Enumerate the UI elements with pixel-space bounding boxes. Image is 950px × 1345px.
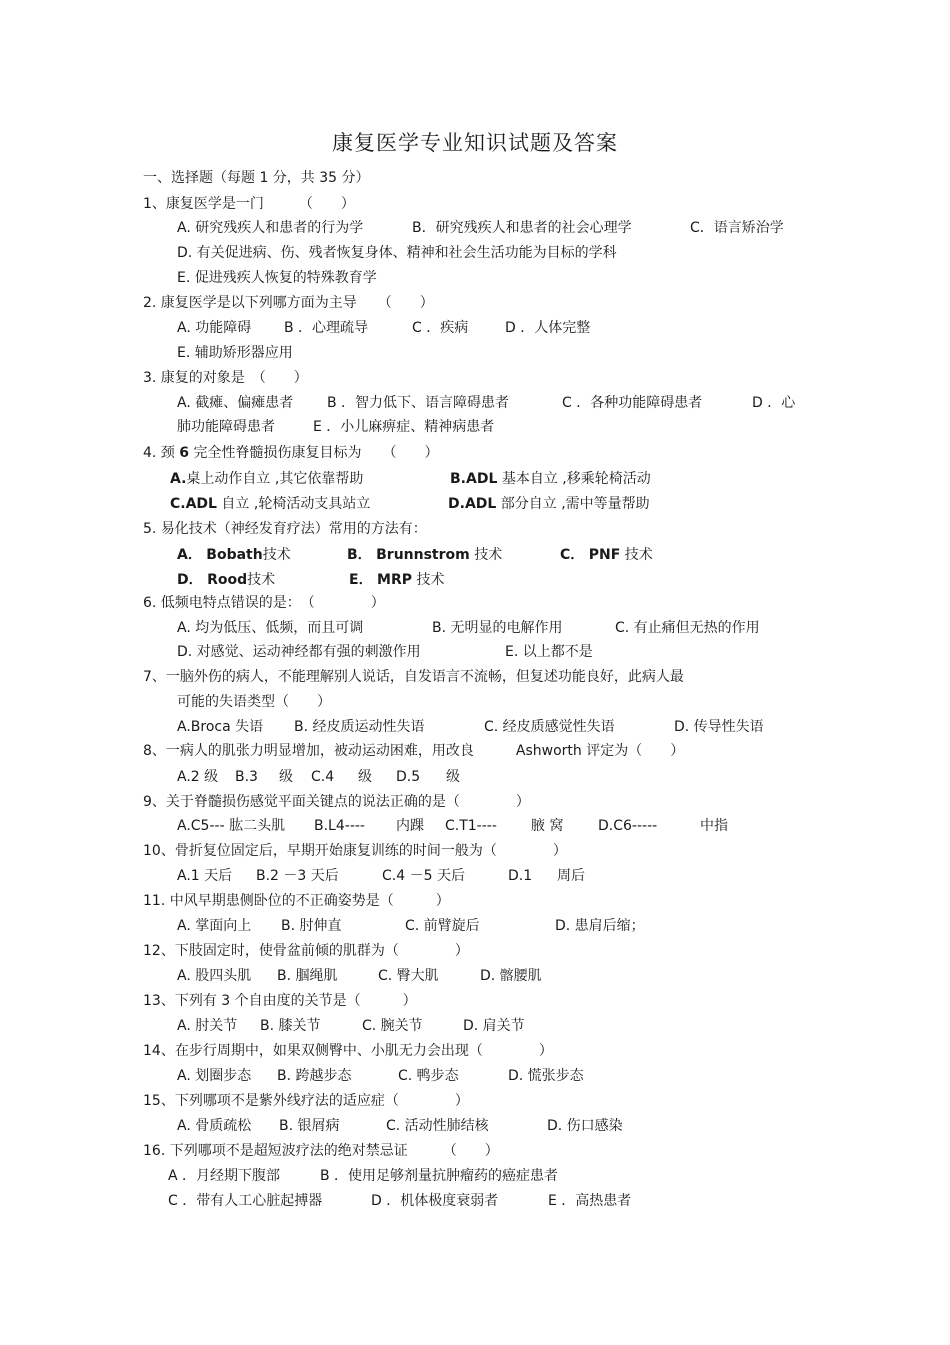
option: D. 患肩后缩； [555,918,645,934]
option: D. 有关促进病、伤、残者恢复身体、精神和社会生活功能为目标的学科 [177,245,617,261]
option: A.桌上动作自立 ,其它依靠帮助 [170,471,364,487]
option: C. 经皮质感觉性失语 [484,719,615,735]
option: A. 掌面向上 [177,918,252,934]
option: E． MRP 技术 [349,572,445,588]
option: E. 以上都不是 [505,644,593,660]
option: C.ADL 自立 ,轮椅活动支具站立 [170,496,371,512]
option: D ．心 [752,395,796,411]
option: B. 无明显的电解作用 [432,620,563,636]
option: D.5 [396,769,421,785]
question-stem: 6. 低频电特点错误的是： （ ） [143,595,385,611]
page-title: 康复医学专业知识试题及答案 [332,131,618,155]
section-heading: 一、选择题（每题 1 分，共 35 分） [143,170,370,186]
option: B． Brunnstrom 技术 [347,547,503,563]
option: B．研究残疾人和患者的社会心理学 [412,220,632,236]
option: A.2 级 [177,769,219,785]
question-stem: 16. 下列哪项不是超短波疗法的绝对禁忌证 （ ） [143,1143,499,1159]
question-stem: 9、关于脊髓损伤感觉平面关键点的说法正确的是（ ） [143,794,530,810]
option: B.ADL 基本自立 ,移乘轮椅活动 [450,471,651,487]
option: A. 研究残疾人和患者的行为学 [177,220,364,236]
option: B. 肘伸直 [281,918,342,934]
option: D ．机体极度衰弱者 [371,1193,499,1209]
option: D. 髂腰肌 [480,968,542,984]
option: D ．人体完整 [505,320,591,336]
option: D. 慌张步态 [508,1068,584,1084]
question-stem: 10、骨折复位固定后，早期开始康复训练的时间一般为（ ） [143,843,567,859]
option: D． Rood技术 [177,572,276,588]
option: A. 功能障碍 [177,320,252,336]
option: B.3 [235,769,258,785]
option: 内踝 [396,818,424,834]
option: A． Bobath技术 [177,547,291,563]
option: E ．小儿麻痹症、精神病患者 [313,419,495,435]
option: C. 活动性肺结核 [386,1118,489,1134]
question-stem: 8、一病人的肌张力明显增加，被动运动困难，用改良 Ashworth 评定为（ ） [143,743,685,759]
option: A. 股四头肌 [177,968,252,984]
option: 周后 [557,868,585,884]
question-stem-cont: 可能的失语类型（ ） [177,694,331,710]
option: A.Broca 失语 [177,719,264,735]
question-stem: 3. 康复的对象是 （ ） [143,370,308,386]
option: B ．心理疏导 [284,320,369,336]
option: B ．使用足够剂量抗肿瘤药的癌症患者 [320,1168,559,1184]
question-stem: 14、在步行周期中，如果双侧臀中、小肌无力会出现（ ） [143,1043,553,1059]
option: C ．疾病 [412,320,469,336]
option: C. 前臂旋后 [405,918,480,934]
option: B. 经皮质运动性失语 [294,719,425,735]
option: C．语言矫治学 [690,220,784,236]
option: E. 辅助矫形器应用 [177,345,293,361]
option: 中指 [700,818,728,834]
option: D. 传导性失语 [674,719,764,735]
question-stem: 7、一脑外伤的病人，不能理解别人说话，自发语言不流畅，但复述功能良好，此病人最 [143,669,684,685]
option: C.T1---- [445,818,497,834]
option: D. 肩关节 [463,1018,525,1034]
option: C.4 －5 天后 [382,868,465,884]
question-stem: 15、下列哪项不是紫外线疗法的适应症（ ） [143,1093,469,1109]
option: C. 腕关节 [362,1018,423,1034]
option: B. 银屑病 [279,1118,340,1134]
option: D.1 [508,868,533,884]
option: 腋 窝 [531,818,564,834]
option: B. 膝关节 [260,1018,321,1034]
option: B. 腘绳肌 [277,968,338,984]
option: B. 跨越步态 [277,1068,352,1084]
option: A. 肘关节 [177,1018,238,1034]
option: C ．各种功能障碍患者 [562,395,703,411]
question-stem: 4. 颈 6 完全性脊髓损伤康复目标为 （ ） [143,445,439,461]
option: B ．智力低下、语言障碍患者 [327,395,510,411]
option: C. 有止痛但无热的作用 [615,620,760,636]
option: A. 截瘫、偏瘫患者 [177,395,294,411]
question-stem: 11. 中风早期患侧卧位的不正确姿势是（ ） [143,893,450,909]
option: C. 臀大肌 [378,968,439,984]
option: A.C5--- 肱二头肌 [177,818,286,834]
option: D.ADL 部分自立 ,需中等量帮助 [448,496,650,512]
option: A. 骨质疏松 [177,1118,252,1134]
option: D. 对感觉、运动神经都有强的刺激作用 [177,644,421,660]
option: 级 [279,769,293,785]
option: D.C6----- [598,818,658,834]
option: A. 均为低压、低频，而且可调 [177,620,364,636]
option: C. 鸭步态 [398,1068,459,1084]
question-stem: 13、下列有 3 个自由度的关节是（ ） [143,993,417,1009]
question-stem: 12、下肢固定时，使骨盆前倾的肌群为（ ） [143,943,469,959]
option: B.2 －3 天后 [256,868,339,884]
option: C ．带有人工心脏起搏器 [168,1193,323,1209]
option: E. 促进残疾人恢复的特殊教育学 [177,270,377,286]
question-stem: 1、康复医学是一门 （ ） [143,196,355,212]
option: A ．月经期下腹部 [168,1168,281,1184]
question-stem: 2. 康复医学是以下列哪方面为主导 （ ） [143,295,434,311]
option: 级 [358,769,372,785]
option: A. 划圈步态 [177,1068,252,1084]
option: A.1 天后 [177,868,233,884]
option: C． PNF 技术 [560,547,653,563]
option: E ．高热患者 [548,1193,632,1209]
question-stem: 5. 易化技术（神经发育疗法）常用的方法有： [143,521,427,537]
option: C.4 [311,769,335,785]
option: D. 伤口感染 [547,1118,623,1134]
option: 级 [446,769,460,785]
option: 肺功能障碍患者 [177,419,275,435]
option: B.L4---- [314,818,365,834]
